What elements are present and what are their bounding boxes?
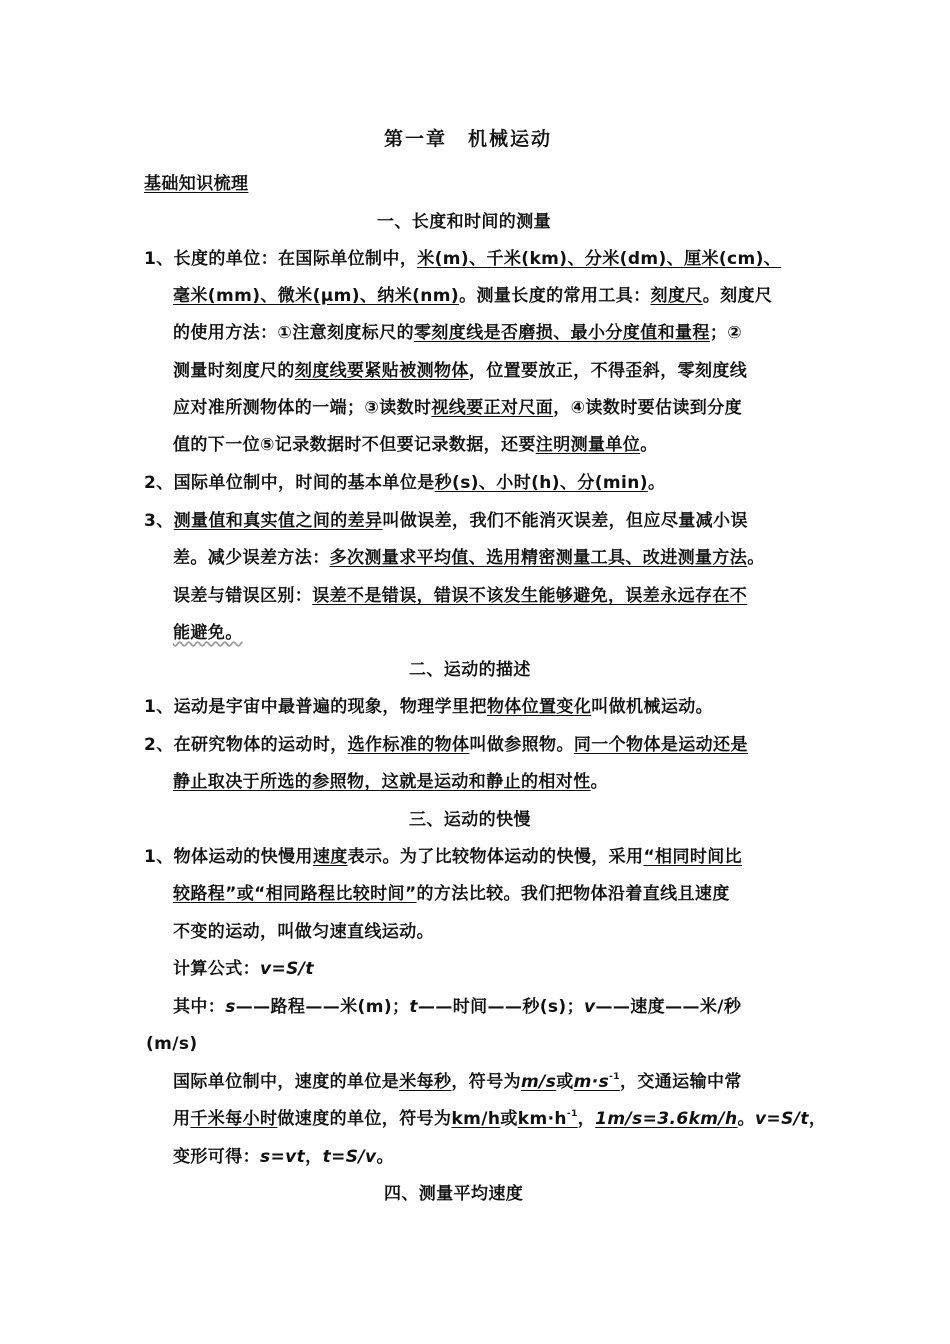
s3-line-3: 不变的运动，叫做匀速直线运动。 [173, 922, 434, 942]
s1-line-10: 误差与错误区别：误差不是错误，错误不该发生能够避免，误差永远存在不 [173, 586, 748, 606]
s3-line-1: 1、物体运动的快慢用速度表示。为了比较物体运动的快慢，采用“相同时间比 [144, 847, 743, 867]
s3-line-9: 变形可得：s=vt，t=S/v。 [173, 1147, 394, 1167]
s2-line-3: 静止取决于所选的参照物，这就是运动和静止的相对性。 [173, 772, 609, 792]
formula-line: 计算公式：v=S/t [173, 959, 314, 979]
s1-line-9: 差。减少误差方法：多次测量求平均值、选用精密测量工具、改进测量方法。 [173, 548, 765, 568]
section-header: 基础知识梳理 [144, 174, 249, 194]
formula-v: v=S/t [260, 959, 314, 979]
s1-line-3: 的使用方法：①注意刻度标尺的零刻度线是否磨损、最小分度值和量程；② [173, 323, 743, 343]
chapter-title: 第一章 机械运动 [384, 128, 553, 150]
s1-line-11: 能避免。 [173, 623, 243, 643]
heading-length-time: 一、长度和时间的测量 [377, 212, 551, 232]
s1-line-2: 毫米(mm)、微米(μm)、纳米(nm)。测量长度的常用工具：刻度尺。刻度尺 [173, 286, 773, 306]
s3-line-7: 国际单位制中，速度的单位是米每秒，符号为m/s或$m\cdot s^{-1}$，交通运输中常 [173, 1072, 742, 1092]
heading-average-speed: 四、测量平均速度 [384, 1184, 524, 1204]
s2-line-1: 1、运动是宇宙中最普遍的现象，物理学里把物体位置变化叫做机械运动。 [144, 697, 714, 717]
s1-line-5: 应对准所测物体的一端；③读数时视线要正对尺面，④读数时要估读到分度 [173, 398, 743, 418]
s1-line-7: 2、国际单位制中，时间的基本单位是秒(s)、小时(h)、分(min)。 [144, 473, 666, 493]
s1-line-8: 3、测量值和真实值之间的差异叫做误差，我们不能消灭误差，但应尽量减小误 [144, 511, 748, 531]
s1-line-1: 1、长度的单位：在国际单位制中，米(m)、千米(km)、分米(dm)、厘米(cm)、 [144, 249, 782, 269]
s3-line-2: 较路程”或“相同路程比较时间”的方法比较。我们把物体沿着直线且速度 [173, 884, 730, 904]
heading-motion-description: 二、运动的描述 [409, 660, 531, 680]
s3-line-8: 用千米每小时做速度的单位，符号为km/h或$km\cdot h^{-1}$，1m/s=3.6km/h。v=S/t， [173, 1109, 827, 1129]
heading-motion-speed: 三、运动的快慢 [409, 810, 531, 830]
s1-line-6: 值的下一位⑤记录数据时不但要记录数据，还要注明测量单位。 [173, 435, 658, 455]
variables-line: 其中：s——路程——米(m)；t——时间——秒(s)；v——速度——米/秒 [173, 997, 742, 1017]
s1-line-4: 测量时刻度尺的刻度线要紧贴被测物体，位置要放正，不得歪斜，零刻度线 [173, 361, 748, 381]
s2-line-2: 2、在研究物体的运动时，选作标准的物体叫做参照物。同一个物体是运动还是 [144, 735, 748, 755]
unit-line: (m/s) [146, 1034, 198, 1054]
